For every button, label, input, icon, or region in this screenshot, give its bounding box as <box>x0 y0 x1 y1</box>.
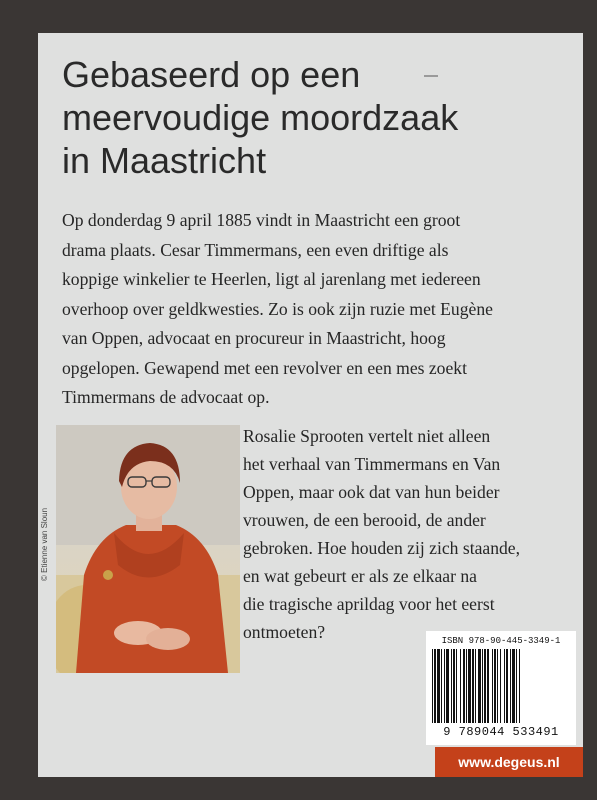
bio-line: die tragische aprildag voor het eerst <box>243 594 495 614</box>
bio-line: vrouwen, de een berooid, de ander <box>243 510 486 530</box>
barcode-digits: 9 789044 533491 <box>443 725 559 739</box>
intro-line: Op donderdag 9 april 1885 vindt in Maastricht een groot <box>62 210 461 230</box>
intro-line: drama plaats. Cesar Timmermans, een even driftige als <box>62 239 449 260</box>
barcode-bar <box>519 649 520 723</box>
intro-paragraph <box>62 206 562 413</box>
bio-line: het verhaal van Timmermans en Van <box>243 454 501 474</box>
barcode-bar <box>512 649 515 723</box>
isbn-number: ISBN 978-90-445-3349-1 <box>441 636 561 646</box>
author-portrait-illustration <box>56 425 240 673</box>
barcode-bar <box>500 649 501 723</box>
back-cover <box>38 33 583 777</box>
barcode-bar <box>487 649 489 723</box>
barcode-bar <box>497 649 498 723</box>
bio-paragraph <box>243 422 573 646</box>
headline-line: meervoudige moordzaak <box>62 97 459 138</box>
barcode-bar <box>504 649 505 723</box>
barcode-bar <box>463 649 465 723</box>
barcode-bar <box>484 649 486 723</box>
intro-line: overhoop over geldkwesties. Zo is ook zijn ruzie met Eugène <box>62 298 493 319</box>
intro-line: van Oppen, advocaat en procureur in Maastricht, hoog <box>62 328 446 348</box>
barcode-bar <box>437 649 440 723</box>
photo-credit: © Etienne van Sloun <box>40 507 49 581</box>
intro-line: Timmermans de advocaat op. <box>62 387 270 407</box>
barcode-bar <box>482 649 483 723</box>
barcode-bars <box>430 649 572 723</box>
barcode-bar <box>510 649 511 723</box>
bio-line: ontmoeten? <box>243 622 326 642</box>
decorative-dash <box>424 75 438 77</box>
barcode-bar <box>453 649 455 723</box>
barcode-bar <box>441 649 442 723</box>
barcode <box>426 631 576 745</box>
barcode-bar <box>451 649 452 723</box>
barcode-bar <box>466 649 467 723</box>
barcode-bar <box>444 649 445 723</box>
bio-line: Rosalie Sprooten vertelt niet alleen <box>243 426 491 446</box>
bio-line: en wat gebeurt er als ze elkaar na <box>243 566 477 586</box>
bio-line: gebroken. Hoe houden zij zich staande, <box>243 538 520 558</box>
bio-line: Oppen, maar ook dat van hun beider <box>243 482 500 502</box>
barcode-bar <box>506 649 508 723</box>
headline-line: in Maastricht <box>62 140 267 181</box>
barcode-bar <box>446 649 449 723</box>
barcode-bar <box>478 649 481 723</box>
intro-line: koppige winkelier te Heerlen, ligt al jarenlang met iedereen <box>62 269 481 289</box>
barcode-bar <box>432 649 433 723</box>
intro-line: opgelopen. Gewapend met een revolver en een mes zoekt <box>62 357 467 378</box>
author-photo <box>56 425 240 673</box>
barcode-bar <box>468 649 471 723</box>
barcode-bar <box>434 649 436 723</box>
barcode-bar <box>460 649 461 723</box>
barcode-bar <box>494 649 496 723</box>
headline-line: Gebaseerd op een <box>62 54 361 95</box>
publisher-website[interactable]: www.degeus.nl <box>435 747 583 777</box>
barcode-bar <box>475 649 476 723</box>
barcode-bar <box>516 649 517 723</box>
barcode-bar <box>492 649 493 723</box>
barcode-bar <box>456 649 457 723</box>
barcode-bar <box>472 649 474 723</box>
headline <box>62 53 562 182</box>
